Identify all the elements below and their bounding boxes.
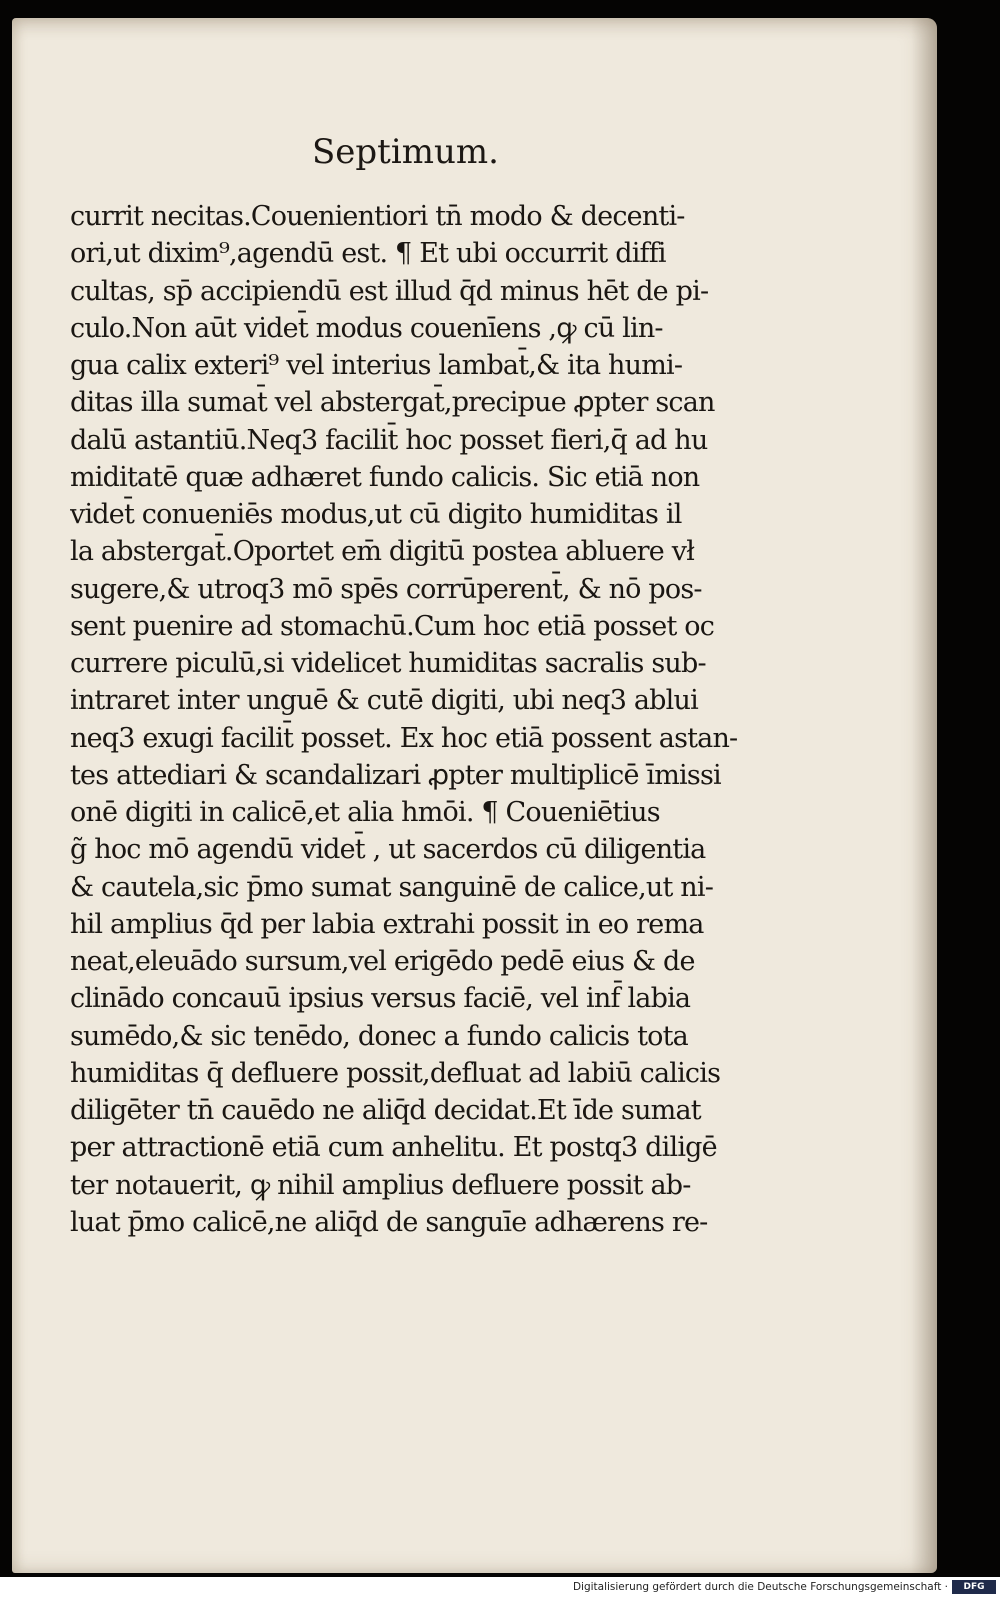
text-line: humiditas q̄ defluere possit,defluat ad labiū calicis	[70, 1057, 721, 1089]
text-line: & cautela,sic p̄mo sumat sanguinē de calice,ut ni-	[70, 871, 714, 903]
text-line: luat p̄mo calicē,ne aliq̄d de sanguīe adhærens re-	[70, 1206, 708, 1238]
text-line: sugere,& utroq3 mō spēs corrūperent̄, & nō pos-	[70, 573, 702, 605]
text-line: ori,ut dixim⁹,agendū est. ¶ Et ubi occurrit diffi	[70, 238, 666, 270]
book-page	[12, 18, 937, 1573]
text-line: neq3 exugi facilit̄ posset. Ex hoc etiā possent astan-	[70, 722, 738, 754]
text-line: sent puenire ad stomachū.Cum hoc etiā posset oc	[70, 610, 715, 642]
text-line: hil amplius q̄d per labia extrahi possit in eo rema	[70, 908, 704, 940]
text-line: la abstergat̄.Oportet em̄ digitū postea abluere vł	[70, 536, 695, 568]
text-line: clinādo concauū ipsius versus faciē, vel inf̄ labia	[70, 983, 691, 1015]
text-line: currere piculū,si videlicet humiditas sacralis sub-	[70, 648, 706, 679]
text-line: culo.Non aūt videt̄ modus couenīens ,ꝙ cū lin-	[70, 312, 663, 344]
text-line: per attractionē etiā cum anhelitu. Et postq3 diligē	[70, 1132, 717, 1164]
body-text	[70, 198, 920, 1241]
text-line: dalū astantiū.Neq3 facilit̄ hoc posset fieri,q̄ ad hu	[70, 424, 708, 456]
page-heading: Septimum.	[312, 132, 499, 172]
text-line: videt̄ conueniēs modus,ut cū digito humiditas il	[70, 499, 682, 530]
text-line: intraret inter unguē & cutē digiti, ubi neq3 ablui	[70, 685, 698, 717]
text-line: neat,eleuādo sursum,vel erigēdo pedē eius & de	[70, 946, 695, 977]
text-line: gua calix exteri⁹ vel interius lambat̄,& ita humi-	[70, 350, 683, 381]
text-line: tes attediari & scandalizari ꝓpter multiplicē īmissi	[70, 759, 721, 791]
text-line: g̃ hoc mō agendū videt̄ , ut sacerdos cū diligentia	[70, 834, 706, 866]
text-line: onē digiti in calicē,et alia hmōi. ¶ Coueniētius	[70, 797, 660, 828]
text-line: ter notauerit, ꝙ nihil amplius defluere possit ab-	[70, 1169, 691, 1201]
dfg-logo: DFG	[952, 1580, 996, 1594]
funding-credit: Digitalisierung gefördert durch die Deutsche Forschungsgemeinschaft ·	[572, 1581, 948, 1593]
text-line: diligēter tn̄ cauēdo ne aliq̄d decidat.Et īde sumat	[70, 1095, 701, 1126]
text-line: sumēdo,& sic tenēdo, donec a fundo calicis tota	[70, 1020, 688, 1052]
digitization-footer	[0, 1577, 1000, 1597]
text-line: miditatē quæ adhæret fundo calicis. Sic etiā non	[70, 461, 700, 493]
text-line: currit necitas.Couenientiori tn̄ modo & decenti-	[70, 201, 685, 232]
text-line: ditas illa sumat̄ vel abstergat̄,precipue ꝓpter scan	[70, 387, 715, 419]
text-line: cultas, sp̄ accipiendū est illud q̄d minus hēt de pi-	[70, 275, 709, 307]
